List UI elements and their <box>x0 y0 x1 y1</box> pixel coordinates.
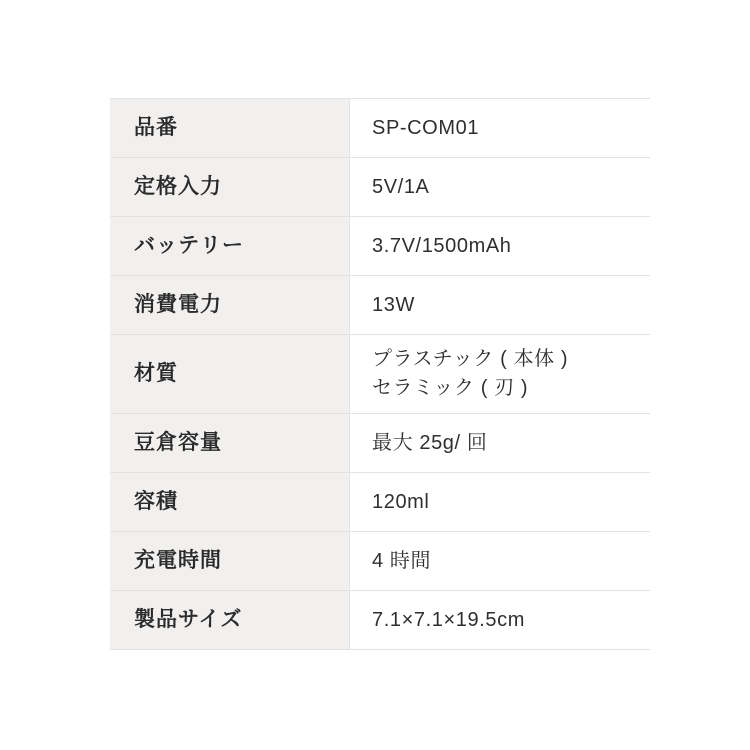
spec-value-volume: 120ml <box>350 473 651 532</box>
spec-label-bean-capacity: 豆倉容量 <box>110 414 350 473</box>
spec-label-model-number: 品番 <box>110 99 350 158</box>
spec-label-power-consumption: 消費電力 <box>110 276 350 335</box>
spec-label-volume: 容積 <box>110 473 350 532</box>
spec-label-charging-time: 充電時間 <box>110 532 350 591</box>
table-row <box>110 591 650 650</box>
spec-table-container <box>110 98 650 650</box>
table-row <box>110 217 650 276</box>
table-row <box>110 532 650 591</box>
spec-label-product-size: 製品サイズ <box>110 591 350 650</box>
table-row <box>110 99 650 158</box>
spec-label-battery: バッテリー <box>110 217 350 276</box>
table-row <box>110 473 650 532</box>
table-row <box>110 158 650 217</box>
spec-value-material-line-2: セラミック ( 刃 ) <box>372 377 529 399</box>
product-spec-table <box>110 98 650 650</box>
spec-value-bean-capacity: 最大 25g/ 回 <box>350 414 651 473</box>
spec-value-power-consumption: 13W <box>350 276 651 335</box>
spec-value-material <box>350 335 651 414</box>
spec-value-product-size: 7.1×7.1×19.5cm <box>350 591 651 650</box>
spec-value-charging-time: 4 時間 <box>350 532 651 591</box>
spec-label-material: 材質 <box>110 335 350 414</box>
spec-value-material-line-1: プラスチック ( 本体 ) <box>372 348 569 370</box>
table-row <box>110 414 650 473</box>
spec-value-model-number: SP-COM01 <box>350 99 651 158</box>
table-row <box>110 276 650 335</box>
table-row <box>110 335 650 414</box>
spec-value-rated-input: 5V/1A <box>350 158 651 217</box>
spec-value-battery: 3.7V/1500mAh <box>350 217 651 276</box>
spec-label-rated-input: 定格入力 <box>110 158 350 217</box>
